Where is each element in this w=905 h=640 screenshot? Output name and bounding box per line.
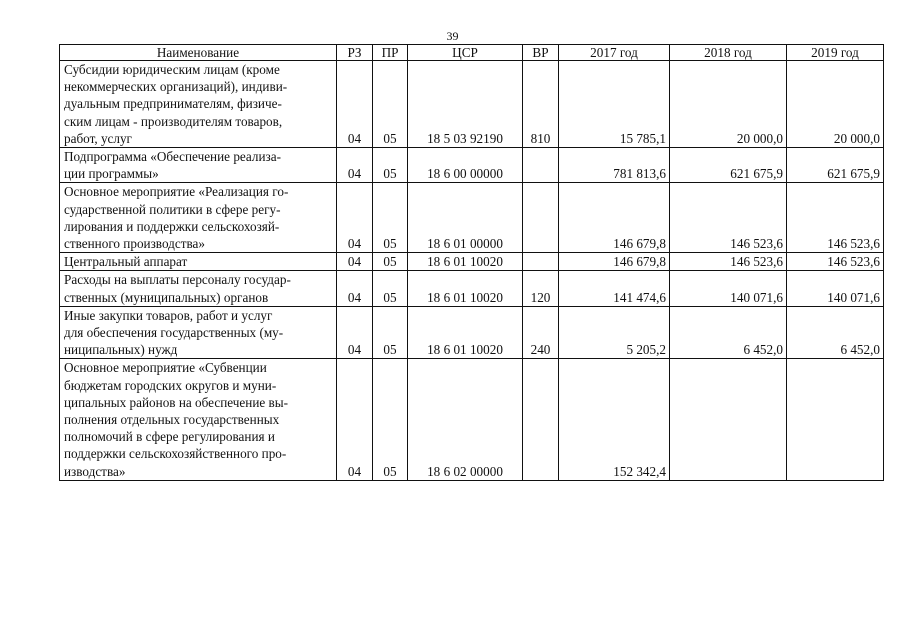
cell-pr: 05 bbox=[373, 61, 408, 148]
cell-csr: 18 6 02 00000 bbox=[408, 359, 523, 480]
cell-name bbox=[60, 148, 337, 183]
cell-2017: 15 785,1 bbox=[559, 61, 670, 148]
name-line: лирования и поддержки сельскохозяй- bbox=[64, 218, 280, 234]
cell-2018: 6 452,0 bbox=[670, 306, 787, 359]
cell-pr: 05 bbox=[373, 183, 408, 253]
name-line: некоммерческих организаций), индиви- bbox=[64, 79, 288, 95]
cell-rz: 04 bbox=[337, 359, 373, 480]
cell-name bbox=[60, 253, 337, 271]
column-header-2019: 2019 год bbox=[787, 45, 884, 61]
cell-2019: 6 452,0 bbox=[787, 306, 884, 359]
name-line: полномочий в сфере регулирования и bbox=[64, 429, 275, 445]
name-line: полнения отдельных государственных bbox=[64, 412, 280, 428]
cell-rz: 04 bbox=[337, 271, 373, 306]
name-line: Подпрограмма «Обеспечение реализа- bbox=[64, 149, 281, 165]
column-header-rz: РЗ bbox=[337, 45, 373, 61]
table-row bbox=[60, 253, 884, 271]
cell-2019: 621 675,9 bbox=[787, 148, 884, 183]
cell-rz: 04 bbox=[337, 61, 373, 148]
page-number: 39 bbox=[446, 29, 459, 43]
cell-pr: 05 bbox=[373, 253, 408, 271]
name-line: для обеспечения государственных (му- bbox=[64, 325, 284, 341]
cell-pr: 05 bbox=[373, 271, 408, 306]
cell-2017: 781 813,6 bbox=[559, 148, 670, 183]
cell-pr: 05 bbox=[373, 148, 408, 183]
budget-table bbox=[59, 44, 884, 481]
cell-name bbox=[60, 183, 337, 253]
cell-name bbox=[60, 271, 337, 306]
name-line: ципальных районов на обеспечение вы- bbox=[64, 394, 289, 410]
cell-vr bbox=[523, 253, 559, 271]
column-header-2017: 2017 год bbox=[559, 45, 670, 61]
table-row bbox=[60, 306, 884, 359]
table-row bbox=[60, 183, 884, 253]
cell-2017: 146 679,8 bbox=[559, 253, 670, 271]
column-header-csr: ЦСР bbox=[408, 45, 523, 61]
cell-2017: 141 474,6 bbox=[559, 271, 670, 306]
name-line: бюджетам городских округов и муни- bbox=[64, 377, 277, 393]
name-line: поддержки сельскохозяйственного про- bbox=[64, 446, 287, 462]
column-header-pr: ПР bbox=[373, 45, 408, 61]
cell-pr: 05 bbox=[373, 359, 408, 480]
table-header-row bbox=[60, 45, 884, 61]
cell-rz: 04 bbox=[337, 253, 373, 271]
name-line: Субсидии юридическим лицам (кроме bbox=[64, 62, 280, 77]
cell-name bbox=[60, 359, 337, 480]
cell-csr: 18 6 01 00000 bbox=[408, 183, 523, 253]
name-line: Основное мероприятие «Реализация го- bbox=[64, 184, 289, 200]
cell-2019: 146 523,6 bbox=[787, 253, 884, 271]
column-header-2018: 2018 год bbox=[670, 45, 787, 61]
name-line: сударственной политики в сфере регу- bbox=[64, 201, 281, 217]
cell-vr: 810 bbox=[523, 61, 559, 148]
table-row bbox=[60, 148, 884, 183]
cell-name bbox=[60, 306, 337, 359]
cell-rz: 04 bbox=[337, 306, 373, 359]
table-row bbox=[60, 359, 884, 480]
name-line: ции программы» bbox=[64, 166, 159, 182]
cell-csr: 18 6 01 10020 bbox=[408, 253, 523, 271]
name-line: дуальным предпринимателям, физиче- bbox=[64, 96, 282, 112]
table-body bbox=[60, 61, 884, 481]
name-line: Расходы на выплаты персоналу государ- bbox=[64, 272, 291, 288]
cell-pr: 05 bbox=[373, 306, 408, 359]
table-row bbox=[60, 271, 884, 306]
name-line: ниципальных) нужд bbox=[64, 342, 178, 358]
name-line: ственного производства» bbox=[64, 236, 205, 252]
cell-vr bbox=[523, 359, 559, 480]
cell-2018 bbox=[670, 359, 787, 480]
cell-2018: 20 000,0 bbox=[670, 61, 787, 148]
cell-csr: 18 5 03 92190 bbox=[408, 61, 523, 148]
column-header-name: Наименование bbox=[60, 45, 337, 61]
name-line: Иные закупки товаров, работ и услуг bbox=[64, 307, 273, 323]
name-line: изводства» bbox=[64, 463, 126, 479]
cell-2018: 146 523,6 bbox=[670, 253, 787, 271]
cell-2017: 152 342,4 bbox=[559, 359, 670, 480]
cell-rz: 04 bbox=[337, 183, 373, 253]
cell-csr: 18 6 01 10020 bbox=[408, 306, 523, 359]
cell-rz: 04 bbox=[337, 148, 373, 183]
name-line: ственных (муниципальных) органов bbox=[64, 289, 269, 305]
cell-csr: 18 6 01 10020 bbox=[408, 271, 523, 306]
cell-2018: 621 675,9 bbox=[670, 148, 787, 183]
cell-2017: 146 679,8 bbox=[559, 183, 670, 253]
table-row bbox=[60, 61, 884, 148]
cell-2017: 5 205,2 bbox=[559, 306, 670, 359]
cell-vr bbox=[523, 183, 559, 253]
cell-2019: 140 071,6 bbox=[787, 271, 884, 306]
cell-2019: 146 523,6 bbox=[787, 183, 884, 253]
column-header-vr: ВР bbox=[523, 45, 559, 61]
cell-csr: 18 6 00 00000 bbox=[408, 148, 523, 183]
name-line: Основное мероприятие «Субвенции bbox=[64, 360, 267, 376]
cell-vr: 120 bbox=[523, 271, 559, 306]
name-line: Центральный аппарат bbox=[64, 254, 188, 270]
cell-2019 bbox=[787, 359, 884, 480]
name-line: ским лицам - производителям товаров, bbox=[64, 113, 283, 129]
cell-2019: 20 000,0 bbox=[787, 61, 884, 148]
cell-vr: 240 bbox=[523, 306, 559, 359]
name-line: работ, услуг bbox=[64, 130, 132, 146]
cell-name bbox=[60, 61, 337, 148]
cell-2018: 146 523,6 bbox=[670, 183, 787, 253]
cell-2018: 140 071,6 bbox=[670, 271, 787, 306]
cell-vr bbox=[523, 148, 559, 183]
